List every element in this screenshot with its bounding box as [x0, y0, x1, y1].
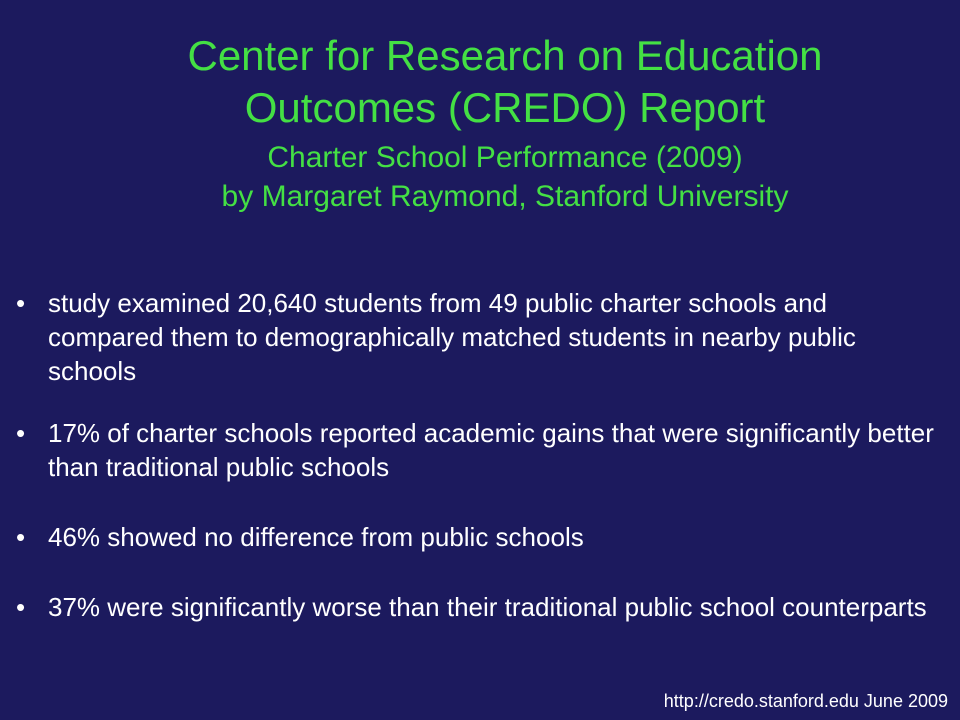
bullet-item — [14, 286, 944, 388]
bullet-text: 37% were significantly worse than their traditional public school counterparts — [48, 592, 927, 622]
bullet-icon: • — [16, 522, 26, 552]
bullet-icon: • — [16, 418, 26, 448]
title-block — [0, 30, 960, 216]
bullet-item — [14, 520, 944, 554]
subtitle-line-2: by Margaret Raymond, Stanford University — [221, 180, 789, 213]
bullet-text: 17% of charter schools reported academic gains that were significantly better than traditional public schools — [48, 418, 934, 482]
bullet-text: 46% showed no difference from public schools — [48, 522, 584, 552]
title-line-1: Center for Research on Education — [187, 32, 823, 79]
bullet-icon: • — [16, 592, 26, 622]
bullet-item — [14, 590, 944, 624]
source-citation: http://credo.stanford.edu June 2009 — [663, 691, 948, 711]
title-line-2: Outcomes (CREDO) Report — [244, 84, 766, 131]
bullet-item — [14, 416, 944, 484]
bullet-icon: • — [16, 288, 26, 318]
subtitle-line-1: Charter School Performance (2009) — [267, 141, 743, 174]
bullet-text: study examined 20,640 students from 49 public charter schools and compared them to demographically matched students in nearby public schools — [48, 288, 856, 386]
